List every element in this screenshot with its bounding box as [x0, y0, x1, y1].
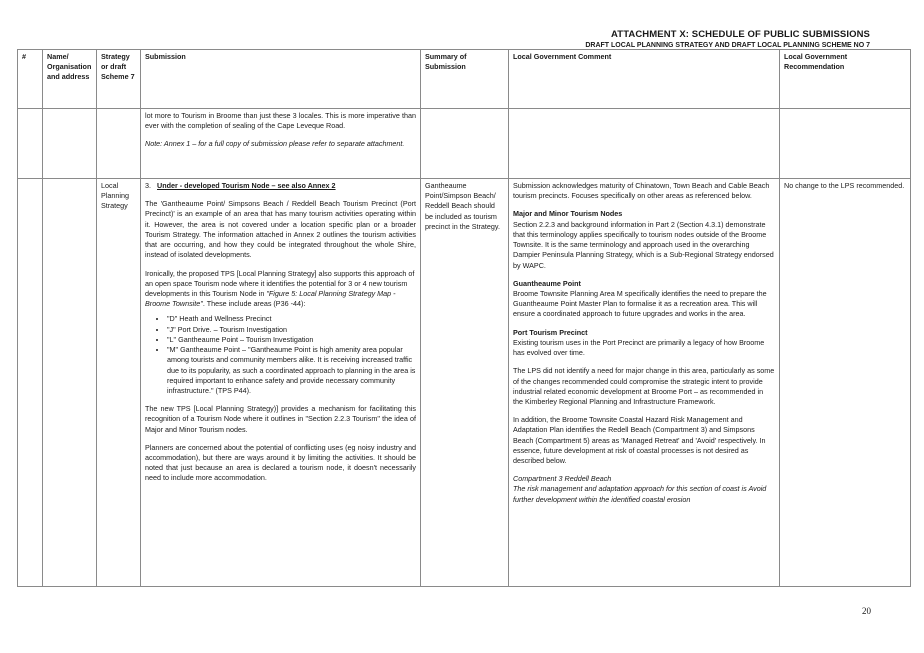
cell-number — [18, 179, 43, 587]
comment-paragraph: Section 2.2.3 and background information in Part 2 (Section 4.3.1) demonstrate that this terminology applies specifically to tourism nodes outside of the Broome Townsite. It is the same terminology and approach used in the overarching Dampier Peninsula Planning Strategy, which is a Sub-Regional Strategy endorsed by WAPC. — [513, 219, 774, 270]
comment-subheading: Compartment 3 Reddell Beach — [513, 474, 612, 484]
comment-heading: Guantheaume Point — [513, 278, 581, 288]
cell-submission — [141, 109, 421, 179]
submission-heading — [145, 181, 416, 191]
cell-lg-recommendation — [780, 109, 911, 179]
col-header-name: Name/ Organisation and address — [43, 50, 97, 109]
table-row — [18, 179, 911, 587]
table-header-row — [18, 50, 911, 109]
comment-heading: Major and Minor Tourism Nodes — [513, 209, 623, 219]
list-item: • "M" Gantheaume Point – "Gantheaume Point is high amenity area popular among tourists and community members alike. It is receiving increased traffic due to its popularity, as such a coordinated approach to planning in the area is required important to enhance safety and provide necessary community infrastructure." (TPS P44). — [167, 345, 416, 396]
submission-paragraph: The 'Gantheaume Point/ Simpsons Beach / Reddell Beach Tourism Precinct (Port Precinct)' is an example of an area that has many tourism activities operating within it. However, the area is not covered under a location specific plan or a broader Tourism Strategy. The information attached in Annex 2 outlines the tourism activities that are occurring, and how they could be integrated throughout the whole Shire, instead of isolated developments. — [145, 199, 416, 260]
comment-paragraph: Submission acknowledges maturity of Chinatown, Town Beach and Cable Beach tourism precincts. Focuses specifically on other areas as referenced below. — [513, 181, 770, 201]
submission-paragraph: The new TPS [Local Planning Strategy)] provides a mechanism for facilitating this recognition of a Tourism Node where it outlines in "Section 2.2.3 Tourism" the idea of Major and Minor Tourism nodes. — [145, 404, 416, 434]
comment-heading: Port Tourism Precinct — [513, 327, 588, 337]
cell-lg-recommendation: No change to the LPS recommended. — [780, 179, 911, 587]
cell-name — [43, 109, 97, 179]
cell-name — [43, 179, 97, 587]
col-header-submission: Submission — [141, 50, 421, 109]
cell-summary: Gantheaume Point/Simpson Beach/ Reddell Beach should be included as tourism precinct in the Strategy. — [421, 179, 509, 587]
cell-submission — [141, 179, 421, 587]
tourism-areas-list — [145, 314, 416, 396]
cell-summary — [421, 109, 509, 179]
page-number: 20 — [862, 606, 871, 616]
list-item: • "D" Heath and Wellness Precinct — [167, 314, 416, 324]
col-header-lg-comment: Local Government Comment — [509, 50, 780, 109]
comment-paragraph: Existing tourism uses in the Port Precinct are primarily a legacy of how Broome has evolved over time. — [513, 337, 765, 358]
col-header-summary: Summary of Submission — [421, 50, 509, 109]
submission-heading-text: Under - developed Tourism Node – see also Annex 2 — [157, 181, 336, 190]
submission-heading-number: 3. — [145, 181, 151, 190]
comment-paragraph: The LPS did not identify a need for major change in this area, particularly as some of the changes recommended could compromise the strategic intent to provide industrial related economic development at Broome Port – as recommended in the Kimberley Regional Planning and Infrastructure Framework. — [513, 366, 775, 406]
col-header-lg-recommendation: Local Government Recommendation — [780, 50, 911, 109]
list-item: • "J" Port Drive. – Tourism Investigation — [167, 325, 416, 335]
document-title: ATTACHMENT X: SCHEDULE OF PUBLIC SUBMISSIONS — [611, 29, 870, 40]
col-header-number: # — [18, 50, 43, 109]
comment-paragraph: The risk management and adaptation approach for this section of coast is Avoid further development within the identified coastal erosion — [513, 484, 767, 504]
document-subtitle: DRAFT LOCAL PLANNING STRATEGY AND DRAFT LOCAL PLANNING SCHEME NO 7 — [585, 42, 870, 49]
comment-paragraph: In addition, the Broome Townsite Coastal Hazard Risk Management and Adaptation Plan identifies the Redell Beach (Compartment 3) and Simpsons Beach (Compartment 5) areas as 'Managed Retreat' and 'Avoid' respectively. In essence, future development at risk of coastal processes is not desired as described below. — [513, 415, 766, 466]
submissions-table — [17, 49, 911, 587]
cell-lg-comment — [509, 179, 780, 587]
submission-paragraph: Planners are concerned about the potential of conflicting uses (eg noisy industry and accommodation), but there are ways around it by limiting the activities. It should be noted that just because an area is declared a tourism node, it doesn't necessarily need to include more accommodation. — [145, 442, 416, 483]
cell-number — [18, 109, 43, 179]
list-item: • "L" Gantheaume Point – Tourism Investigation — [167, 335, 416, 345]
cell-lg-comment — [509, 109, 780, 179]
cell-strategy: Local Planning Strategy — [97, 179, 141, 587]
submission-text: lot more to Tourism in Broome than just these 3 locales. This is more imperative than ever with the completion of sealing of the Cape Leveque Road. — [145, 111, 416, 131]
submission-paragraph: Ironically, the proposed TPS [Local Planning Strategy] also supports this approach of an open space Tourism node where it identifies the potential for 3 or 4 new tourism developments in this Tourism Node in "Figure 5: Local Planning Strategy Map - Broome Townsite". These include areas (P36 -44): — [145, 268, 415, 309]
cell-strategy — [97, 109, 141, 179]
comment-paragraph: Broome Townsite Planning Area M specifically identifies the need to prepare the Guantheaume Point Master Plan to formalise it as a recreation area. This will ensure a coordinated approach to future upgrades and works in the area. — [513, 288, 767, 319]
table-row — [18, 109, 911, 179]
submission-note: Note: Annex 1 – for a full copy of submission please refer to separate attachment. — [145, 139, 405, 149]
col-header-strategy: Strategy or draft Scheme 7 — [97, 50, 141, 109]
